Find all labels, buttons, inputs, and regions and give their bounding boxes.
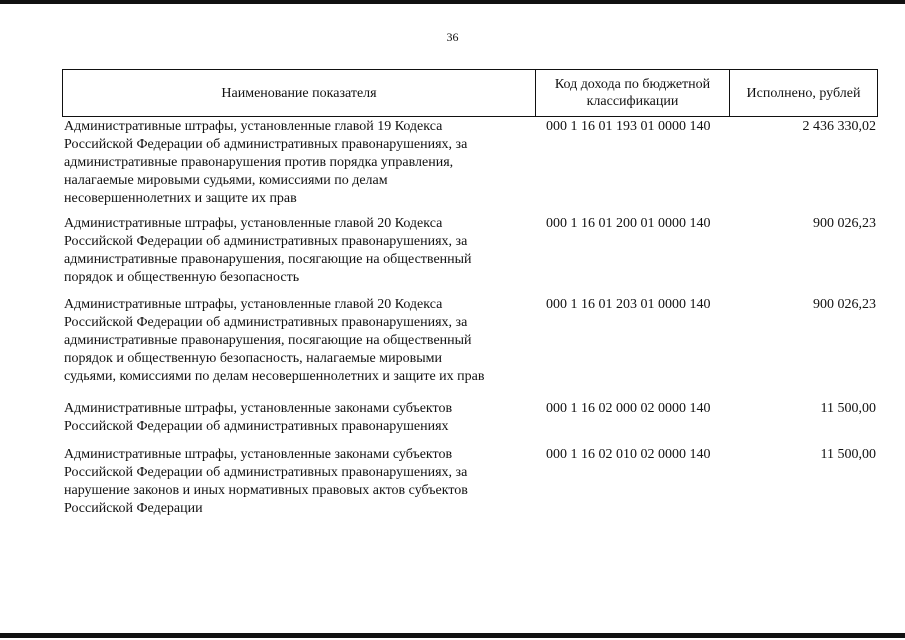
row-name-line: порядок и общественную безопасность, налагаемые мировыми [64, 351, 442, 366]
row-name-line: Административные штрафы, установленные законами субъектов [64, 447, 453, 462]
bottom-border-rule [0, 633, 905, 638]
row-amount: 11 500,00 [820, 447, 876, 462]
row-name [64, 215, 530, 287]
row-name-line: Российской Федерации об административных правонарушениях [64, 419, 449, 434]
row-name [64, 118, 530, 208]
row-name-line: судьями, комиссиями по делам несовершеннолетних и защите их прав [64, 369, 485, 384]
table-header [62, 69, 878, 117]
row-name-line: нарушение законов и иных нормативных правовых актов субъектов [64, 483, 468, 498]
header-name-column: Наименование показателя [63, 70, 536, 116]
row-name [64, 446, 530, 518]
row-name-line: Российской Федерации об административных правонарушениях, за [64, 315, 468, 330]
row-name [64, 400, 530, 436]
row-code: 000 1 16 02 000 02 0000 140 [546, 401, 711, 416]
row-code: 000 1 16 01 193 01 0000 140 [546, 119, 711, 134]
row-name-line: Российской Федерации об административных правонарушениях, за [64, 137, 468, 152]
row-code: 000 1 16 02 010 02 0000 140 [546, 447, 711, 462]
row-name-line: Российской Федерации [64, 501, 203, 516]
top-border-rule [0, 0, 905, 4]
row-name-line: административные правонарушения, посягающие на общественный [64, 333, 472, 348]
row-amount: 900 026,23 [813, 297, 876, 312]
header-code-column [536, 70, 730, 116]
row-name-line: несовершеннолетних и защите их прав [64, 191, 297, 206]
row-name-line: налагаемые мировыми судьями, комиссиями по делам [64, 173, 388, 188]
row-name [64, 296, 530, 386]
row-name-line: административные правонарушения против порядка управления, [64, 155, 454, 170]
header-code-line2: классификации [586, 94, 679, 109]
row-name-line: Административные штрафы, установленные законами субъектов [64, 401, 453, 416]
row-amount: 900 026,23 [813, 216, 876, 231]
page-number: 36 [446, 30, 459, 44]
row-name-line: порядок и общественную безопасность [64, 270, 300, 285]
row-name-line: Административные штрафы, установленные главой 20 Кодекса [64, 297, 443, 312]
header-executed-column: Исполнено, рублей [746, 85, 861, 101]
row-name-line: Административные штрафы, установленные главой 19 Кодекса [64, 119, 443, 134]
row-code: 000 1 16 01 203 01 0000 140 [546, 297, 711, 312]
row-amount: 2 436 330,02 [802, 119, 876, 134]
row-name-line: Российской Федерации об административных правонарушениях, за [64, 234, 468, 249]
row-name-line: Административные штрафы, установленные главой 20 Кодекса [64, 216, 443, 231]
row-code: 000 1 16 01 200 01 0000 140 [546, 216, 711, 231]
row-name-line: административные правонарушения, посягающие на общественный [64, 252, 472, 267]
row-name-line: Российской Федерации об административных правонарушениях, за [64, 465, 468, 480]
header-code-line1: Код дохода по бюджетной [554, 77, 711, 92]
row-amount: 11 500,00 [820, 401, 876, 416]
